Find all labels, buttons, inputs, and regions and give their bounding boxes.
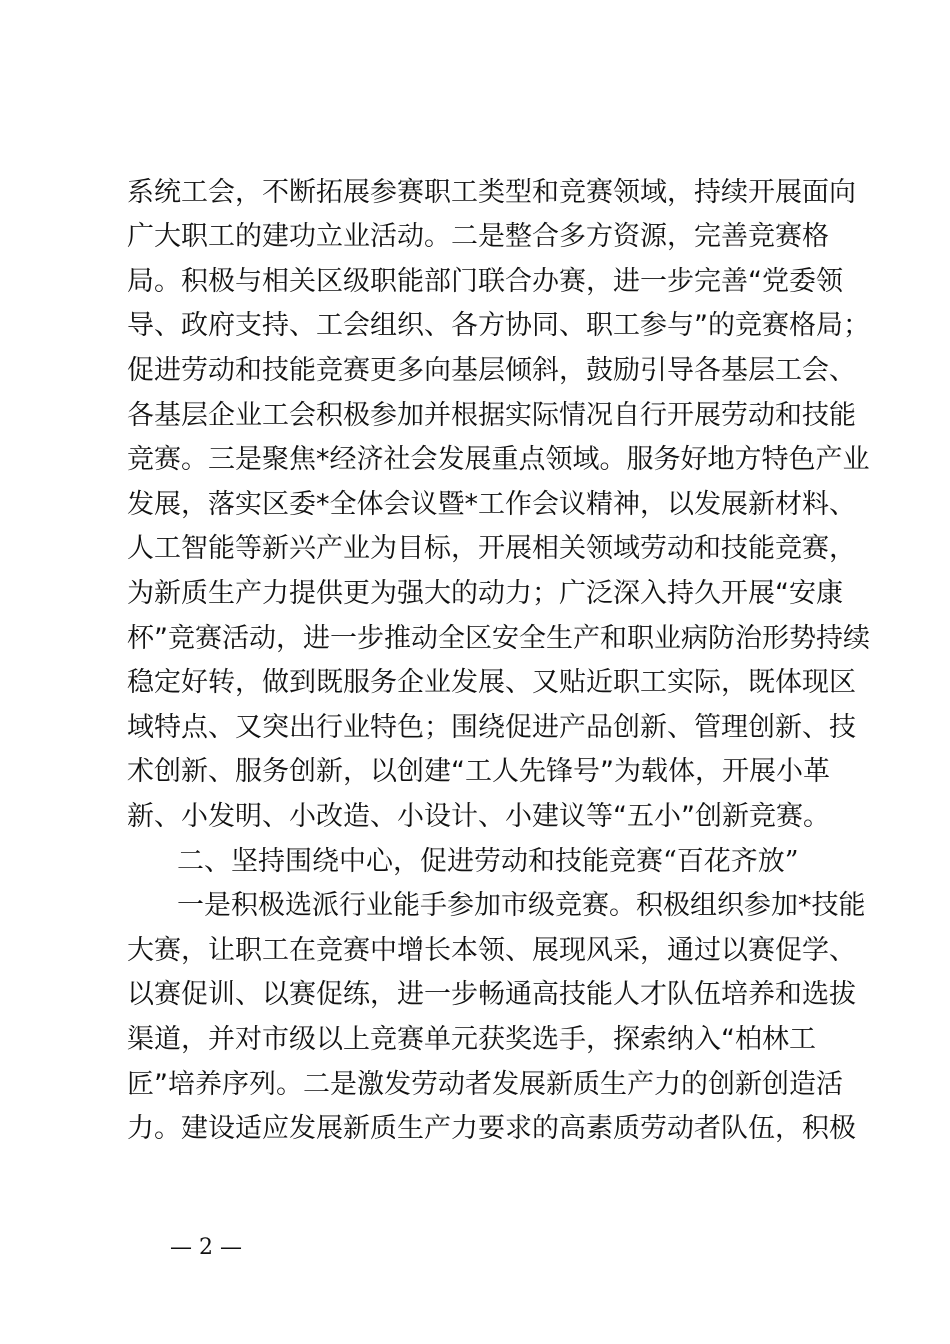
body-text-line	[0, 394, 950, 438]
body-text-line	[0, 795, 950, 839]
body-text-line	[0, 483, 950, 527]
body-text-line	[0, 706, 950, 750]
body-text-line	[0, 260, 950, 304]
body-text-line	[0, 929, 950, 973]
body-text-line	[0, 750, 950, 794]
text-span: 术创新、服务创新，以创建“工人先锋号”为载体，开展小革	[127, 756, 830, 787]
section-heading	[0, 840, 950, 884]
text-span: 以赛促训、以赛促练，进一步畅通高技能人才队伍培养和选拔	[127, 979, 856, 1010]
text-span: 力。建设适应发展新质生产力要求的高素质劳动者队伍，积极	[127, 1113, 856, 1144]
body-text-line	[0, 304, 950, 348]
text-span: 域特点、又突出行业特色；围绕促进产品创新、管理创新、技	[127, 712, 856, 743]
text-span: 系统工会，不断拓展参赛职工类型和竞赛领域，持续开展面向	[127, 177, 856, 208]
text-span: 稳定好转，做到既服务企业发展、又贴近职工实际，既体现区	[127, 667, 856, 698]
text-span: 各基层企业工会积极参加并根据实际情况自行开展劳动和技能	[127, 400, 856, 431]
body-text-line	[0, 973, 950, 1017]
page-number: — 2 —	[170, 1235, 242, 1260]
body-text-line	[0, 1018, 950, 1062]
text-span: 渠道，并对市级以上竞赛单元获奖选手，探索纳入“柏林工	[127, 1024, 816, 1055]
body-text-line	[0, 215, 950, 259]
body-text-line	[0, 349, 950, 393]
body-text-line	[0, 661, 950, 705]
body-text-line	[0, 1063, 950, 1107]
text-span: 为新质生产力提供更为强大的动力；广泛深入持久开展“安康	[127, 578, 843, 609]
body-text-line	[0, 617, 950, 661]
text-span: 杯”竞赛活动，进一步推动全区安全生产和职业病防治形势持续	[127, 623, 870, 654]
text-span: 导、政府支持、工会组织、各方协同、职工参与”的竞赛格局；	[127, 310, 870, 341]
text-span: 匠”培养序列。二是激发劳动者发展新质生产力的创新创造活	[127, 1069, 843, 1100]
text-span: 竞赛。三是聚焦*经济社会发展重点领域。服务好地方特色产业	[127, 444, 870, 475]
text-span: 新、小发明、小改造、小设计、小建议等“五小”创新竞赛。	[127, 801, 830, 832]
text-span: 大赛，让职工在竞赛中增长本领、展现风采，通过以赛促学、	[127, 935, 856, 966]
body-text-line	[0, 438, 950, 482]
text-span: 促进劳动和技能竞赛更多向基层倾斜，鼓励引导各基层工会、	[127, 355, 856, 386]
text-span: 一是积极选派行业能手参加市级竞赛。积极组织参加*技能	[177, 890, 866, 921]
body-text-line	[0, 884, 950, 928]
text-span: 广大职工的建功立业活动。二是整合多方资源，完善竞赛格	[127, 221, 829, 252]
text-span: 发展，落实区委*全体会议暨*工作会议精神，以发展新材料、	[127, 489, 856, 520]
text-span: 局。积极与相关区级职能部门联合办赛，进一步完善“党委领	[127, 266, 843, 297]
body-text-line	[0, 572, 950, 616]
body-text-line	[0, 527, 950, 571]
body-text-line	[0, 171, 950, 215]
text-span: 二、坚持围绕中心，促进劳动和技能竞赛“百花齐放”	[177, 846, 799, 877]
body-text-line	[0, 1107, 950, 1151]
text-span: 人工智能等新兴产业为目标，开展相关领域劳动和技能竞赛，	[127, 533, 856, 564]
